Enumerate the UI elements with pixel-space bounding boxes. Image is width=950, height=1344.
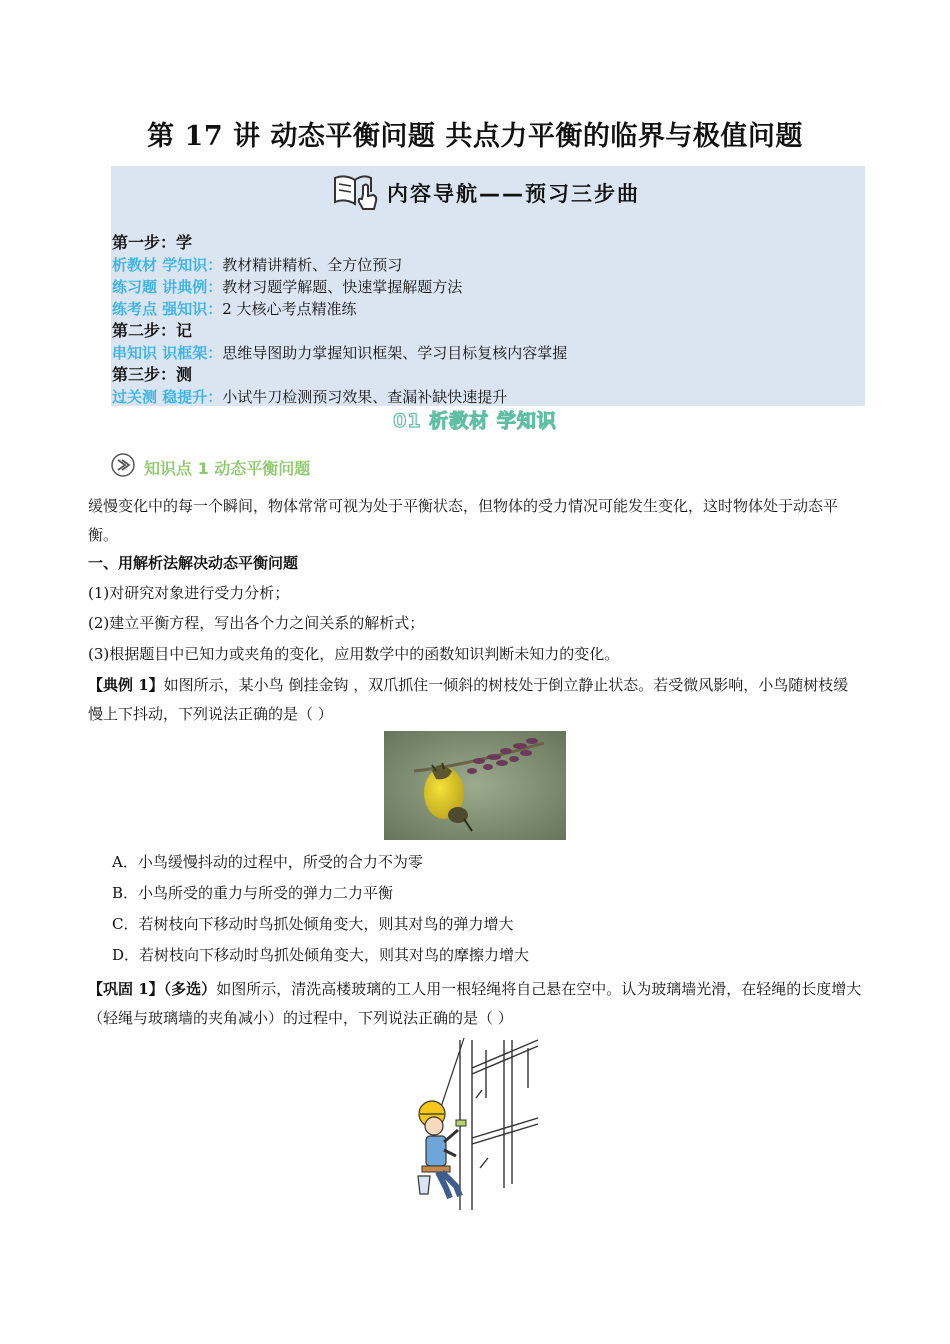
practice-1-text: 如图所示，清洗高楼玻璃的工人用一根轻绳将自己悬在空中。认为玻璃墙光滑，在轻绳的长度增大（轻绳与玻璃墙的夹角减小）的过程中，下列说法正确的是（ ） (88, 980, 862, 1027)
step-1-heading: 第一步：学 (112, 233, 193, 252)
knowledge-point-label: 知识点 1 动态平衡问题 (144, 458, 311, 478)
nav-heading-text: 内容导航——预习三步曲 (387, 182, 640, 206)
nav-row-text: 教材习题学解题、快速掌握解题方法 (222, 278, 463, 296)
method-step: (1)对研究对象进行受力分析； (88, 584, 290, 602)
nav-row-label: 析教材 学知识： (112, 256, 223, 274)
nav-row (112, 254, 402, 276)
intro-paragraph: 缓慢变化中的每一个瞬间，物体常常可视为处于平衡状态，但物体的受力情况可能发生变化，这时物体处于动态平衡。 (88, 497, 839, 544)
method-step: (3)根据题目中已知力或夹角的变化，应用数学中的函数知识判断未知力的变化。 (88, 645, 620, 663)
option-c: C．若树枝向下移动时鸟抓处倾角变大，则其对鸟的弹力增大 (112, 915, 514, 933)
example-1 (88, 671, 863, 729)
nav-row (112, 386, 507, 408)
nav-row-text: 2 大核心考点精准练 (222, 300, 357, 318)
nav-row (112, 298, 357, 320)
nav-row-label: 串知识 识框架： (112, 344, 223, 362)
practice-1 (88, 975, 863, 1033)
circle-arrow-icon (110, 452, 136, 482)
nav-row-text: 思维导图助力掌握知识框架、学习目标复核内容掌握 (222, 344, 568, 362)
option-b: B．小鸟所受的重力与所受的弹力二力平衡 (112, 884, 394, 902)
method-heading: 一、用解析法解决动态平衡问题 (88, 554, 299, 572)
option-d: D．若树枝向下移动时鸟抓处倾角变大，则其对鸟的摩擦力增大 (112, 946, 530, 964)
nav-row-label: 练考点 强知识： (112, 300, 223, 318)
step-3-heading: 第三步：测 (112, 365, 193, 384)
bird-on-branch-image (384, 731, 566, 840)
knowledge-point-title (110, 452, 310, 482)
nav-row-label: 过关测 稳提升： (112, 388, 223, 406)
step-2-heading: 第二步：记 (112, 321, 193, 340)
practice-1-multi-tag: （多选） (163, 980, 217, 998)
nav-row (112, 342, 567, 364)
nav-row (112, 276, 462, 298)
nav-row-text: 小试牛刀检测预习效果、查漏补缺快速提升 (222, 388, 508, 406)
nav-row-label: 练习题 讲典例： (112, 278, 223, 296)
nav-heading (331, 170, 640, 216)
nav-row-text: 教材精讲精析、全方位预习 (222, 256, 403, 274)
page-title: 第 17 讲 动态平衡问题 共点力平衡的临界与极值问题 (147, 121, 803, 152)
practice-1-tag: 【巩固 1】 (88, 980, 164, 998)
example-1-text: 如图所示，某小鸟 倒挂金钩 ，双爪抓住一倾斜的树枝处于倒立静止状态。若受微风影响，小鸟随树枝缓慢上下抖动，下列说法正确的是（ ） (88, 676, 849, 723)
example-1-tag: 【典例 1】 (88, 676, 164, 694)
book-pointer-icon (331, 170, 381, 216)
option-a: A．小鸟缓慢抖动的过程中，所受的合力不为零 (112, 853, 423, 871)
section-banner: 01 析教材 学知识 (393, 410, 557, 432)
method-step: (2)建立平衡方程，写出各个力之间关系的解析式； (88, 614, 425, 632)
window-cleaner-image (412, 1038, 550, 1210)
